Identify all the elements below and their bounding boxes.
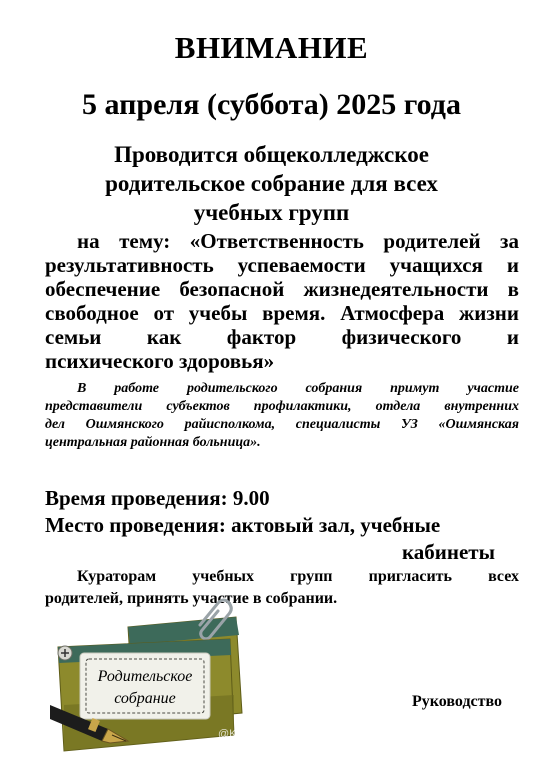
participants-line: дел Ошмянского райисполкома, специалисты УЗ «Ошмянская: [45, 417, 519, 432]
event-date: 5 апреля (суббота) 2025 года: [82, 88, 461, 121]
topic-line: обеспечение безопасной жизнедеятельности в: [45, 277, 519, 301]
subtitle-line: Проводится общеколледжское: [114, 142, 429, 167]
place-value: актовый зал, учебные: [231, 513, 441, 537]
heading: ВНИМАНИЕ: [174, 30, 369, 65]
place-value-continued: кабинеты: [402, 540, 496, 564]
topic-line: свободное от учебы время. Атмосфера жизни: [45, 301, 519, 325]
topic-paragraph: [45, 229, 519, 373]
illustration-caption-line1: Родительское: [97, 668, 193, 685]
topic-line: семьи как фактор физического и: [45, 325, 519, 349]
participants-line: центральная районная больница».: [45, 435, 261, 450]
curators-line: родителей, принять участие в собрании.: [45, 590, 338, 607]
place-label: Место проведения:: [45, 513, 226, 537]
subtitle-line: учебных групп: [193, 200, 350, 225]
parent-meeting-illustration: [50, 595, 245, 760]
illustration-caption-line2: собрание: [114, 690, 176, 707]
participants-line: В работе родительского собрания примут участие: [77, 381, 519, 396]
signature: Руководство: [412, 693, 503, 710]
time-row: [45, 486, 270, 511]
topic-line: результативность успеваемости учащихся и: [45, 253, 519, 277]
plus-pin-icon: [58, 646, 72, 660]
label-card: [80, 653, 210, 719]
subtitle: [0, 140, 543, 227]
curators-line: Кураторам учебных групп пригласить всех: [77, 568, 519, 585]
participants-line: представители субъектов профилактики, отдела внутренних: [45, 399, 519, 414]
participants-paragraph: [45, 380, 519, 452]
topic-line: на тему: «Ответственность родителей за: [77, 229, 519, 253]
watermark: @K: [218, 728, 237, 740]
subtitle-line: родительское собрание для всех: [105, 171, 438, 196]
time-value: 9.00: [232, 486, 270, 510]
place-row: [45, 513, 440, 538]
topic-line: психического здоровья»: [45, 349, 275, 373]
time-label: Время проведения:: [45, 486, 228, 510]
